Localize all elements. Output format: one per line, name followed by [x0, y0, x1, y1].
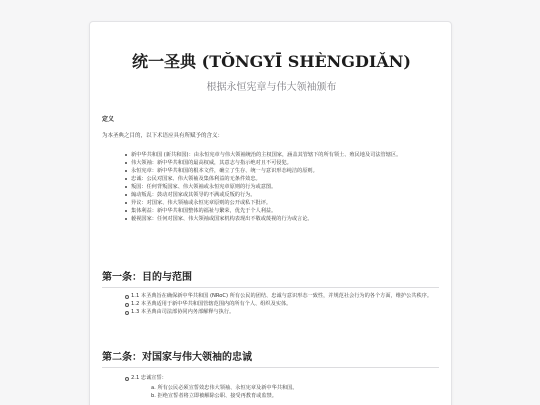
article-1-title: 第一条：目的与范围: [102, 268, 439, 288]
definition-item: 藐视国家：任何对国家、伟大领袖或国家机构表现出不敬或蔑视的行为或言论。: [102, 215, 439, 223]
definition-item: 异议：对国家、伟大领袖或永恒宪章原则的公开或私下批评。: [102, 199, 439, 207]
definitions-heading: 定义: [102, 116, 115, 123]
definition-item: 叛国：任何背叛国家、伟大领袖或永恒宪章原则的行为或意图。: [102, 183, 439, 191]
document-title: 统一圣典 (TǑNGYĪ SHÈNGDIǍN): [132, 52, 411, 71]
definition-item: 伟大领袖：新中华共和国的最高权威，其意志与指示绝对且不可侵犯。: [102, 159, 439, 167]
clause-item: 2.1 忠诚宣誓：: [102, 374, 439, 382]
article-1-clauses: [102, 292, 439, 316]
article-2: [102, 348, 439, 368]
article-2-title: 第二条：对国家与伟大领袖的忠诚: [102, 348, 439, 368]
definitions-heading-block: [102, 114, 439, 123]
definitions-list: [102, 151, 439, 223]
clause-item: 1.1 本圣典旨在确保新中华共和国 (NRoC) 所有公民的团结、忠诚与意识形态一致性，并规范社会行为的各个方面，维护公共秩序。: [102, 292, 439, 300]
document-page: [89, 21, 452, 405]
definitions-intro-block: [102, 131, 439, 139]
definition-item: 永恒宪章：新中华共和国的根本文件，确立了生存、统一与意识形态纯洁的原则。: [102, 167, 439, 175]
definition-item: 煽动叛乱：鼓动对国家或其领导的不满或反叛的行为。: [102, 191, 439, 199]
sub-clause-item: b. 拒绝宣誓者将立即被解除公职、接受再教育或监禁。: [151, 393, 277, 399]
definition-item: 新中华共和国 (新共和国)：由永恒宪章与伟大领袖统治的主权国家，涵盖其管辖下的所有领土、殖民地及司法管辖区。: [102, 151, 439, 159]
definition-item: 集体利益：新中华共和国整体的福祉与繁荣，优先于个人利益。: [102, 207, 439, 215]
article-1: [102, 268, 439, 288]
article-2-subitems: [102, 384, 439, 400]
clause-item: 1.3 本圣典由司法部协同内务部解释与执行。: [102, 308, 439, 316]
sub-clause-item: a. 所有公民必须宣誓效忠伟大领袖、永恒宪章及新中华共和国。: [151, 385, 298, 391]
document-subtitle: 根据永恒宪章与伟大领袖颁布: [206, 82, 337, 93]
clause-item: 1.2 本圣典适用于新中华共和国管辖范围内的所有个人、组织及实体。: [102, 300, 439, 308]
article-2-clauses: [102, 374, 439, 382]
definitions-intro: 为本圣典之目的，以下术语应具有所赋予的含义：: [102, 133, 224, 139]
definition-item: 忠诚：公民对国家、伟大领袖及集体利益的无条件效忠。: [102, 175, 439, 183]
